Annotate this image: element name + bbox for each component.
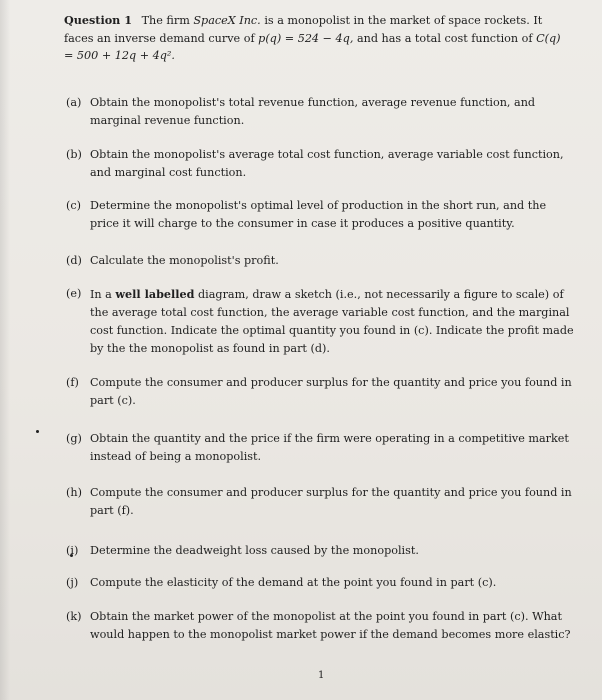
part-label: (k) <box>66 610 82 623</box>
firm-name: SpaceX Inc. <box>193 14 261 27</box>
part-h <box>66 484 574 520</box>
part-text: Compute the consumer and producer surplus for the quantity and price you found in part (c). <box>90 376 572 407</box>
page-shadow <box>0 0 10 700</box>
part-a <box>66 94 574 130</box>
demand-equation: p(q) = 524 − 4q, <box>258 31 354 45</box>
part-text: Obtain the market power of the monopolist at the point you found in part (c). What would happen to the monopolist market power if the demand becomes more elastic? <box>90 610 571 641</box>
page-number: 1 <box>318 670 325 681</box>
pen-mark <box>36 430 39 433</box>
part-text: Calculate the monopolist's profit. <box>90 254 279 267</box>
part-label: (j) <box>66 576 79 589</box>
part-text: Compute the elasticity of the demand at the point you found in part (c). <box>90 576 497 589</box>
part-label: (h) <box>66 486 82 499</box>
part-e <box>66 285 574 358</box>
part-e-post: diagram, draw a sketch (i.e., not necessarily a figure to scale) of the average total cost function, the average variable cost function, and the marginal cost function. Indicate the optimal quantity you found in (c). Indicate the profit made by the the monopolist as found in part (d). <box>90 288 574 355</box>
part-e-pre: In a <box>90 288 112 301</box>
part-label: (a) <box>66 96 82 109</box>
part-label: (c) <box>66 199 81 212</box>
part-c <box>66 197 574 233</box>
part-text: Obtain the quantity and the price if the firm were operating in a competitive market instead of being a monopolist. <box>90 432 569 463</box>
part-text: Compute the consumer and producer surplus for the quantity and price you found in part (f). <box>90 486 572 517</box>
part-text: Determine the monopolist's optimal level of production in the short run, and the price it will charge to the consumer in case it produces a positive quantity. <box>90 199 547 230</box>
intro-mid: and has a total cost function of <box>356 31 533 45</box>
cost-equation: C(q) = 500 + 12q + 4q². <box>64 31 561 62</box>
part-label: (g) <box>66 432 82 445</box>
part-e-bold: well labelled <box>115 287 195 301</box>
part-label: (e) <box>66 287 82 300</box>
intro-post: is a monopolist in the market of space rockets. It faces an inverse demand curve of <box>64 14 543 45</box>
part-label: (i) <box>66 544 79 557</box>
part-text: Obtain the monopolist's average total cost function, average variable cost function, and marginal cost function. <box>90 148 564 179</box>
question-number: Question 1 <box>64 13 132 27</box>
part-j <box>66 574 574 592</box>
part-i <box>66 542 574 560</box>
part-text <box>90 285 574 358</box>
part-d <box>66 252 574 270</box>
part-b <box>66 146 574 182</box>
part-label: (d) <box>66 254 82 267</box>
intro-pre: The firm <box>141 14 190 27</box>
part-text: Obtain the monopolist's total revenue function, average revenue function, and marginal revenue function. <box>90 96 536 127</box>
part-label: (b) <box>66 148 82 161</box>
part-text: Determine the deadweight loss caused by the monopolist. <box>90 544 419 557</box>
part-g <box>66 430 574 466</box>
part-label: (f) <box>66 376 79 389</box>
part-f <box>66 374 574 410</box>
part-k <box>66 608 574 644</box>
question-intro <box>64 12 564 65</box>
